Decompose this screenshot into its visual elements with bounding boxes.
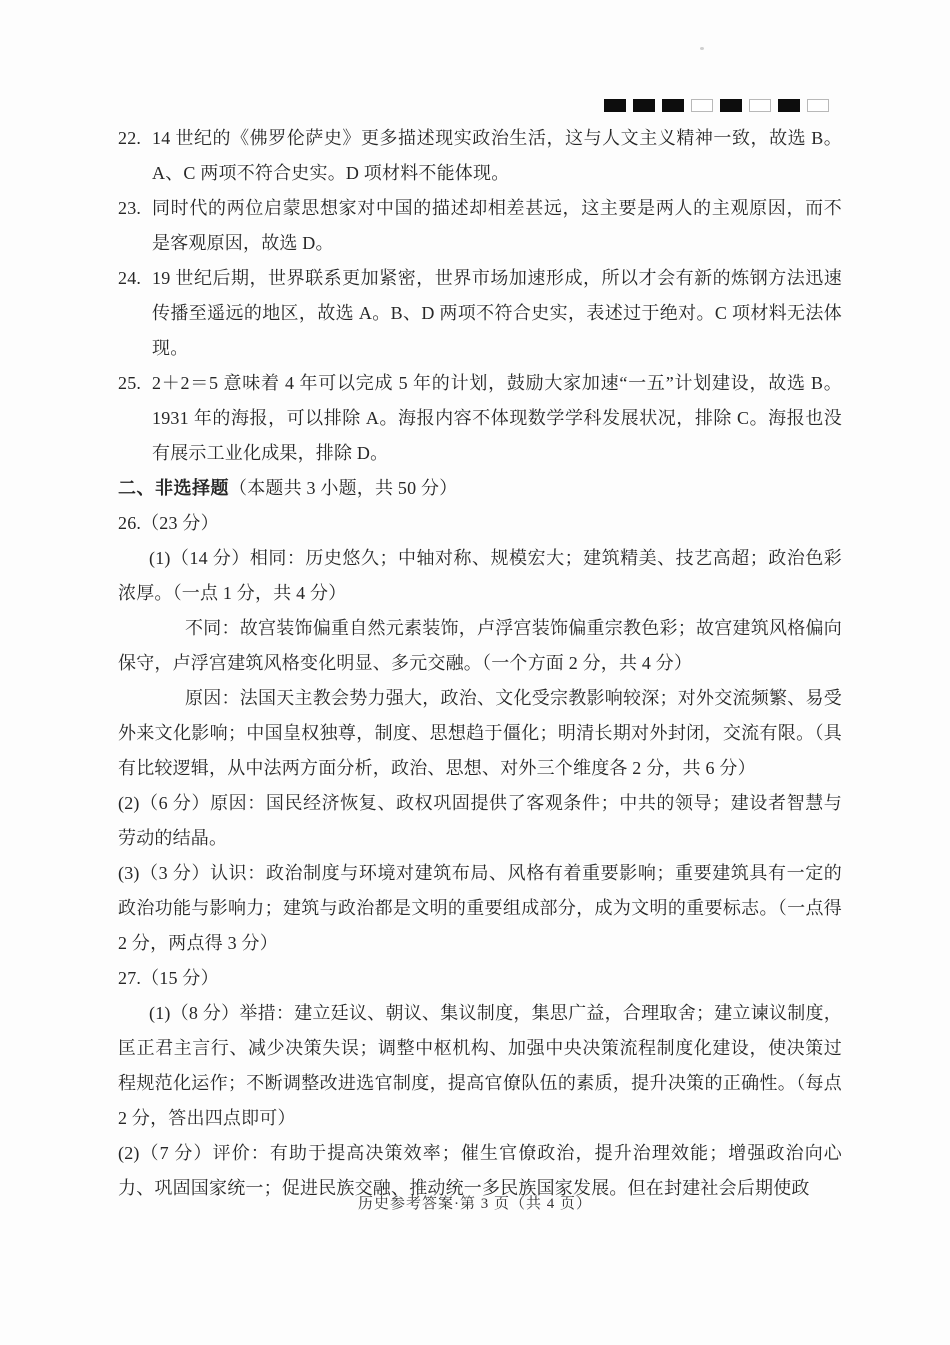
q27-part1: (1)（8 分）举措：建立廷议、朝议、集议制度，集思广益，合理取舍；建立谏议制度，匡正君主言行、减少决策失误；调整中枢机构、加强中央决策流程制度化建设，使决策过程规范化运作；不断调整改进选官制度，提高官僚队伍的素质，提升决策的正确性。（每点 2 分，答出四点即可） xyxy=(118,1003,842,1128)
item-text: 19 世纪后期，世界联系更加紧密，世界市场加速形成，所以才会有新的炼钢方法迅速传播至遥远的地区，故选 A。B、D 两项不符合史实，表述过于绝对。C 项材料无法体现。 xyxy=(152,268,842,358)
item-text: 同时代的两位启蒙思想家对中国的描述却相差甚远，这主要是两人的主观原因，而不是客观原因，故选 D。 xyxy=(152,198,842,253)
question-27-label: 27.（15 分） xyxy=(118,968,219,988)
answer-item-22 xyxy=(118,121,842,191)
progress-square-filled xyxy=(662,99,684,112)
progress-square-empty xyxy=(807,99,829,112)
progress-square-empty xyxy=(749,99,771,112)
progress-squares xyxy=(604,99,829,112)
progress-square-filled xyxy=(720,99,742,112)
item-number: 22. xyxy=(118,128,142,148)
q26-part3: (3)（3 分）认识：政治制度与环境对建筑布局、风格有着重要影响；重要建筑具有一定的政治功能与影响力；建筑与政治都是文明的重要组成部分，成为文明的重要标志。（一点得 2 分，两点得 3 分） xyxy=(118,863,842,953)
item-number: 24. xyxy=(118,268,142,288)
progress-square-filled xyxy=(778,99,800,112)
q26-part1-same: (1)（14 分）相同：历史悠久；中轴对称、规模宏大；建筑精美、技艺高超；政治色彩浓厚。（一点 1 分，共 4 分） xyxy=(118,548,842,603)
question-26-label: 26.（23 分） xyxy=(118,513,219,533)
scan-speck xyxy=(700,47,704,50)
item-number: 25. xyxy=(118,373,142,393)
q26-part1-reason: 原因：法国天主教会势力强大，政治、文化受宗教影响较深；对外交流频繁、易受外来文化影响；中国皇权独尊，制度、思想趋于僵化；明清长期对外封闭，交流有限。（具有比较逻辑，从中法两方面分析，政治、思想、对外三个维度各 2 分，共 6 分） xyxy=(118,688,842,778)
item-text: 14 世纪的《佛罗伦萨史》更多描述现实政治生活，这与人文主义精神一致，故选 B。A、C 两项不符合史实。D 项材料不能体现。 xyxy=(152,128,842,183)
q26-part1-different: 不同：故宫装饰偏重自然元素装饰，卢浮宫装饰偏重宗教色彩；故宫建筑风格偏向保守，卢浮宫建筑风格变化明显、多元交融。（一个方面 2 分，共 4 分） xyxy=(118,618,842,673)
answer-item-25 xyxy=(118,366,842,471)
answer-item-24 xyxy=(118,261,842,366)
section-two-heading xyxy=(118,471,842,506)
answer-content xyxy=(118,121,842,1206)
item-text: 2＋2＝5 意味着 4 年可以完成 5 年的计划，鼓励大家加速“一五”计划建设，故选 B。1931 年的海报，可以排除 A。海报内容不体现数学学科发展状况，排除 C。海报也没有展示工业化成果，排除 D。 xyxy=(152,373,842,463)
section-heading-note: （本题共 3 小题，共 50 分） xyxy=(229,478,458,498)
answer-item-23 xyxy=(118,191,842,261)
progress-square-filled xyxy=(604,99,626,112)
footer-pagination: 历史参考答案·第 3 页（共 4 页） xyxy=(358,1196,592,1212)
q27-part2: (2)（7 分）评价：有助于提高决策效率；催生官僚政治，提升治理效能；增强政治向心力、巩固国家统一；促进民族交融、推动统一多民族国家发展。但在封建社会后期使政 xyxy=(118,1143,842,1198)
progress-square-empty xyxy=(691,99,713,112)
section-heading-title: 二、非选择题 xyxy=(118,478,229,498)
progress-square-filled xyxy=(633,99,655,112)
item-number: 23. xyxy=(118,198,142,218)
q26-part2: (2)（6 分）原因：国民经济恢复、政权巩固提供了客观条件；中共的领导；建设者智慧与劳动的结晶。 xyxy=(118,793,842,848)
